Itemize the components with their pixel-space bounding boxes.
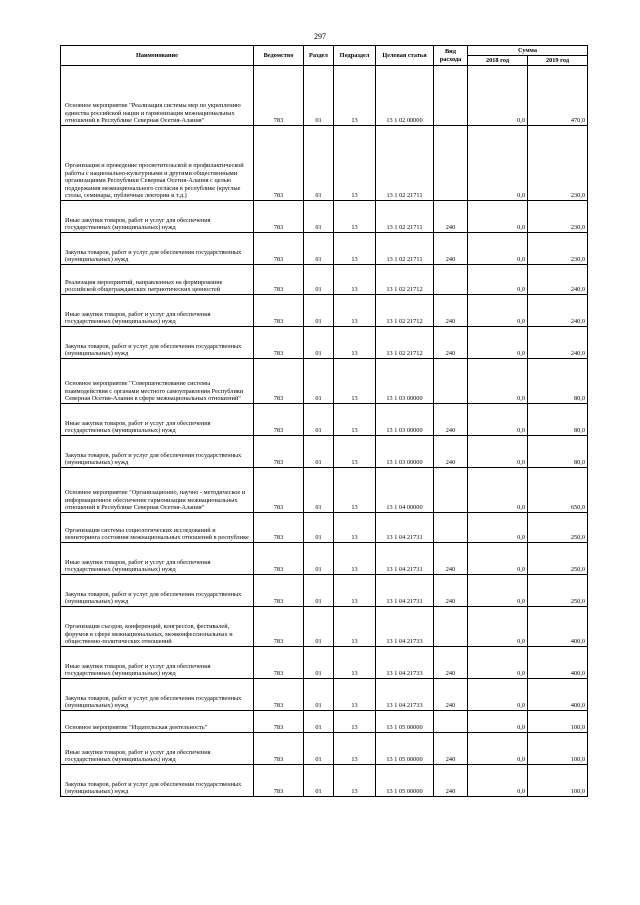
cell-target: 13 1 04 21733 xyxy=(376,607,434,647)
row-name-text: Основное мероприятие "Совершенствование системы взаимодействия с органами местного самоуправления Республики Северная Осетия-Алания в сфере межнациональных отношений" xyxy=(65,380,244,403)
cell-name xyxy=(61,733,254,765)
cell-target: 13 1 03 00000 xyxy=(376,436,434,468)
row-name-text: Иные закупки товаров, работ и услуг для обеспечения государственных (муниципальных) нужд xyxy=(65,558,211,574)
cell-subsection: 13 xyxy=(334,265,376,295)
cell-section: 01 xyxy=(304,436,334,468)
cell-exp-type: 240 xyxy=(434,327,468,359)
table-row xyxy=(61,468,588,513)
cell-2018: 0,0 xyxy=(468,513,528,543)
row-name-text: Реализация мероприятий, направленных на формирование российской общегражданских патриотических ценностей xyxy=(65,278,223,294)
cell-2018: 0,0 xyxy=(468,404,528,436)
table-row xyxy=(61,233,588,265)
cell-subsection: 13 xyxy=(334,468,376,513)
cell-2019: 100,0 xyxy=(528,733,588,765)
cell-dept: 783 xyxy=(254,265,304,295)
cell-dept: 783 xyxy=(254,126,304,201)
table-row xyxy=(61,575,588,607)
cell-name xyxy=(61,468,254,513)
cell-name xyxy=(61,201,254,233)
cell-2019: 80,0 xyxy=(528,359,588,404)
cell-section: 01 xyxy=(304,647,334,679)
cell-name xyxy=(61,295,254,327)
cell-section: 01 xyxy=(304,607,334,647)
table-row xyxy=(61,543,588,575)
header-2019: 2019 год xyxy=(528,56,588,66)
cell-subsection: 13 xyxy=(334,295,376,327)
cell-subsection: 13 xyxy=(334,765,376,797)
row-name-text: Закупка товаров, работ и услуг для обеспечения государственных (муниципальных) нужд xyxy=(65,248,242,264)
cell-dept: 783 xyxy=(254,468,304,513)
cell-exp-type: 240 xyxy=(434,436,468,468)
cell-2019: 470,0 xyxy=(528,66,588,126)
cell-dept: 783 xyxy=(254,359,304,404)
cell-target: 13 1 04 21731 xyxy=(376,543,434,575)
cell-target: 13 1 02 21711 xyxy=(376,126,434,201)
cell-dept: 783 xyxy=(254,436,304,468)
cell-target: 13 1 02 21712 xyxy=(376,327,434,359)
table-body xyxy=(61,66,588,797)
cell-subsection: 13 xyxy=(334,66,376,126)
table-row xyxy=(61,327,588,359)
header-dept: Ведомство xyxy=(254,46,304,66)
cell-section: 01 xyxy=(304,126,334,201)
cell-2019: 240,0 xyxy=(528,327,588,359)
table-row xyxy=(61,733,588,765)
header-subsection: Подраздел xyxy=(334,46,376,66)
cell-subsection: 13 xyxy=(334,575,376,607)
table-row xyxy=(61,513,588,543)
header-2018: 2018 год xyxy=(468,56,528,66)
cell-target: 13 1 03 00000 xyxy=(376,359,434,404)
cell-name xyxy=(61,359,254,404)
cell-name xyxy=(61,711,254,733)
cell-exp-type: 240 xyxy=(434,647,468,679)
cell-2018: 0,0 xyxy=(468,327,528,359)
cell-section: 01 xyxy=(304,513,334,543)
row-name-text: Организация системы социологических исследований и мониторинга состояния межнациональных отношений в республике xyxy=(65,526,249,542)
cell-2019: 250,0 xyxy=(528,543,588,575)
table-row xyxy=(61,404,588,436)
cell-2019: 400,0 xyxy=(528,679,588,711)
row-name-text: Организация съездов, конференций, конгрессов, фестивалей, форумов в сфере межнациональных, межконфессиональных и общественно-политических отношений xyxy=(65,623,233,646)
cell-section: 01 xyxy=(304,711,334,733)
cell-2019: 650,0 xyxy=(528,468,588,513)
row-name-text: Организация и проведение просветительской и профилактической работы с национально-культурными и другими общественными организациями Республики Северная Осетия-Алания с целью поддержания межнационального согласия в республике (круглые столы, семинары, публичные лектории и т.д.) xyxy=(65,162,244,200)
cell-2018: 0,0 xyxy=(468,679,528,711)
cell-dept: 783 xyxy=(254,575,304,607)
cell-exp-type xyxy=(434,359,468,404)
cell-name xyxy=(61,575,254,607)
cell-2018: 0,0 xyxy=(468,233,528,265)
cell-2018: 0,0 xyxy=(468,359,528,404)
cell-2018: 0,0 xyxy=(468,436,528,468)
cell-exp-type: 240 xyxy=(434,575,468,607)
cell-subsection: 13 xyxy=(334,327,376,359)
cell-dept: 783 xyxy=(254,201,304,233)
cell-subsection: 13 xyxy=(334,404,376,436)
cell-name xyxy=(61,765,254,797)
cell-target: 13 1 04 21733 xyxy=(376,679,434,711)
cell-subsection: 13 xyxy=(334,359,376,404)
header-section: Раздел xyxy=(304,46,334,66)
table-row xyxy=(61,295,588,327)
cell-2018: 0,0 xyxy=(468,265,528,295)
cell-target: 13 1 02 21712 xyxy=(376,265,434,295)
cell-dept: 783 xyxy=(254,607,304,647)
cell-exp-type: 240 xyxy=(434,543,468,575)
cell-exp-type xyxy=(434,468,468,513)
row-name-text: Основное мероприятие "Реализация системы мер по укреплению единства российской нации и гармонизация межнациональных отношений в Республике Северная Осетия-Алания" xyxy=(65,102,241,125)
header-sum: Сумма xyxy=(468,46,588,56)
table-row xyxy=(61,436,588,468)
cell-name xyxy=(61,513,254,543)
cell-2018: 0,0 xyxy=(468,647,528,679)
cell-name xyxy=(61,647,254,679)
cell-section: 01 xyxy=(304,233,334,265)
row-name-text: Закупка товаров, работ и услуг для обеспечения государственных (муниципальных) нужд xyxy=(65,590,242,606)
cell-target: 13 1 04 21731 xyxy=(376,513,434,543)
row-name-text: Иные закупки товаров, работ и услуг для обеспечения государственных (муниципальных) нужд xyxy=(65,748,211,764)
cell-2018: 0,0 xyxy=(468,66,528,126)
cell-name xyxy=(61,679,254,711)
cell-name xyxy=(61,265,254,295)
cell-dept: 783 xyxy=(254,733,304,765)
cell-target: 13 1 02 21712 xyxy=(376,295,434,327)
cell-section: 01 xyxy=(304,327,334,359)
cell-subsection: 13 xyxy=(334,647,376,679)
cell-2019: 230,0 xyxy=(528,201,588,233)
cell-2018: 0,0 xyxy=(468,711,528,733)
cell-subsection: 13 xyxy=(334,436,376,468)
budget-table xyxy=(60,45,588,797)
cell-2019: 80,0 xyxy=(528,404,588,436)
cell-exp-type xyxy=(434,607,468,647)
cell-2018: 0,0 xyxy=(468,295,528,327)
cell-dept: 783 xyxy=(254,765,304,797)
table-row xyxy=(61,126,588,201)
cell-section: 01 xyxy=(304,765,334,797)
cell-target: 13 1 04 21733 xyxy=(376,647,434,679)
cell-exp-type: 240 xyxy=(434,679,468,711)
row-name-text: Иные закупки товаров, работ и услуг для обеспечения государственных (муниципальных) нужд xyxy=(65,216,211,232)
cell-subsection: 13 xyxy=(334,513,376,543)
cell-name xyxy=(61,436,254,468)
cell-section: 01 xyxy=(304,265,334,295)
cell-2018: 0,0 xyxy=(468,468,528,513)
cell-section: 01 xyxy=(304,359,334,404)
cell-2018: 0,0 xyxy=(468,765,528,797)
cell-2018: 0,0 xyxy=(468,126,528,201)
cell-subsection: 13 xyxy=(334,201,376,233)
row-name-text: Закупка товаров, работ и услуг для обеспечения государственных (муниципальных) нужд xyxy=(65,451,242,467)
cell-2018: 0,0 xyxy=(468,575,528,607)
cell-2019: 400,0 xyxy=(528,607,588,647)
page-number: 297 xyxy=(314,32,326,41)
cell-2018: 0,0 xyxy=(468,201,528,233)
cell-target: 13 1 02 21711 xyxy=(376,201,434,233)
table-row xyxy=(61,647,588,679)
cell-exp-type: 240 xyxy=(434,201,468,233)
row-name-text: Иные закупки товаров, работ и услуг для обеспечения государственных (муниципальных) нужд xyxy=(65,310,211,326)
cell-name xyxy=(61,327,254,359)
cell-dept: 783 xyxy=(254,404,304,436)
cell-dept: 783 xyxy=(254,711,304,733)
cell-target: 13 1 05 00000 xyxy=(376,765,434,797)
cell-dept: 783 xyxy=(254,543,304,575)
cell-subsection: 13 xyxy=(334,679,376,711)
cell-subsection: 13 xyxy=(334,711,376,733)
cell-2019: 100,0 xyxy=(528,765,588,797)
cell-section: 01 xyxy=(304,66,334,126)
table-row xyxy=(61,765,588,797)
cell-2019: 100,0 xyxy=(528,711,588,733)
cell-exp-type xyxy=(434,126,468,201)
cell-target: 13 1 05 00000 xyxy=(376,733,434,765)
cell-2018: 0,0 xyxy=(468,543,528,575)
cell-dept: 783 xyxy=(254,327,304,359)
cell-name xyxy=(61,543,254,575)
table-row xyxy=(61,66,588,126)
cell-2019: 250,0 xyxy=(528,513,588,543)
row-name-text: Закупка товаров, работ и услуг для обеспечения государственных (муниципальных) нужд xyxy=(65,342,242,358)
cell-section: 01 xyxy=(304,201,334,233)
cell-section: 01 xyxy=(304,679,334,711)
cell-dept: 783 xyxy=(254,679,304,711)
cell-2018: 0,0 xyxy=(468,733,528,765)
cell-section: 01 xyxy=(304,733,334,765)
row-name-text: Закупка товаров, работ и услуг для обеспечения государственных (муниципальных) нужд xyxy=(65,780,242,796)
cell-dept: 783 xyxy=(254,295,304,327)
cell-dept: 783 xyxy=(254,66,304,126)
header-name: Наименование xyxy=(61,46,254,66)
cell-dept: 783 xyxy=(254,233,304,265)
cell-dept: 783 xyxy=(254,647,304,679)
cell-name xyxy=(61,66,254,126)
cell-exp-type: 240 xyxy=(434,295,468,327)
cell-2019: 230,0 xyxy=(528,126,588,201)
header-exp-type: Вид расхода xyxy=(434,46,468,66)
cell-target: 13 1 05 00000 xyxy=(376,711,434,733)
cell-section: 01 xyxy=(304,543,334,575)
cell-exp-type: 240 xyxy=(434,765,468,797)
table-row xyxy=(61,201,588,233)
cell-2019: 230,0 xyxy=(528,233,588,265)
cell-name xyxy=(61,404,254,436)
cell-2019: 240,0 xyxy=(528,265,588,295)
table-row xyxy=(61,359,588,404)
cell-section: 01 xyxy=(304,295,334,327)
cell-target: 13 1 02 21711 xyxy=(376,233,434,265)
cell-subsection: 13 xyxy=(334,233,376,265)
cell-2019: 250,0 xyxy=(528,575,588,607)
cell-exp-type xyxy=(434,265,468,295)
cell-subsection: 13 xyxy=(334,733,376,765)
cell-2019: 400,0 xyxy=(528,647,588,679)
cell-section: 01 xyxy=(304,468,334,513)
cell-target: 13 1 03 00000 xyxy=(376,404,434,436)
cell-exp-type xyxy=(434,711,468,733)
cell-target: 13 1 02 00000 xyxy=(376,66,434,126)
cell-exp-type: 240 xyxy=(434,733,468,765)
cell-dept: 783 xyxy=(254,513,304,543)
cell-2019: 80,0 xyxy=(528,436,588,468)
cell-2019: 240,0 xyxy=(528,295,588,327)
row-name-text: Закупка товаров, работ и услуг для обеспечения государственных (муниципальных) нужд xyxy=(65,694,242,710)
table-row xyxy=(61,711,588,733)
table-row xyxy=(61,607,588,647)
row-name-text: Основное мероприятие "Организационно, научно - методическое и информационное обеспечение гармонизации межнациональных отношений в Республике Северная Осетия-Алания" xyxy=(65,489,246,512)
cell-exp-type: 240 xyxy=(434,404,468,436)
cell-name xyxy=(61,233,254,265)
table-row xyxy=(61,265,588,295)
cell-name xyxy=(61,607,254,647)
table-row xyxy=(61,679,588,711)
cell-target: 13 1 04 21731 xyxy=(376,575,434,607)
row-name-text: Иные закупки товаров, работ и услуг для обеспечения государственных (муниципальных) нужд xyxy=(65,419,211,435)
cell-2018: 0,0 xyxy=(468,607,528,647)
cell-subsection: 13 xyxy=(334,126,376,201)
cell-subsection: 13 xyxy=(334,543,376,575)
header-target: Целевая статья xyxy=(376,46,434,66)
cell-exp-type xyxy=(434,66,468,126)
cell-target: 13 1 04 00000 xyxy=(376,468,434,513)
row-name-text: Основное мероприятие "Издательская деятельность" xyxy=(65,724,208,732)
row-name-text: Иные закупки товаров, работ и услуг для обеспечения государственных (муниципальных) нужд xyxy=(65,662,211,678)
cell-exp-type: 240 xyxy=(434,233,468,265)
cell-exp-type xyxy=(434,513,468,543)
cell-section: 01 xyxy=(304,404,334,436)
cell-name xyxy=(61,126,254,201)
cell-section: 01 xyxy=(304,575,334,607)
cell-subsection: 13 xyxy=(334,607,376,647)
